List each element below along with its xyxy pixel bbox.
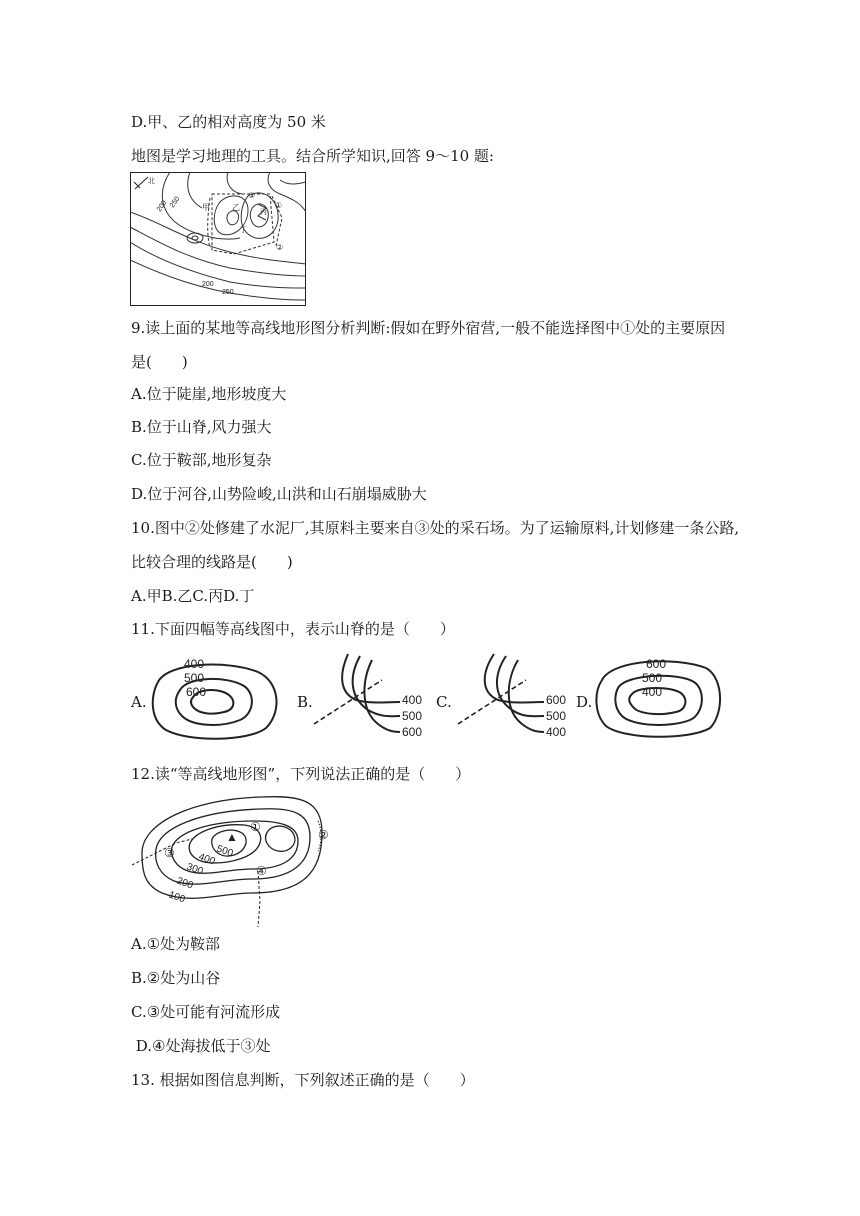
svg-text:200: 200 [202, 281, 214, 288]
svg-text:500: 500 [214, 843, 235, 860]
svg-text:①: ① [250, 820, 261, 834]
svg-text:④: ④ [256, 864, 267, 878]
q11-figure-d [594, 652, 726, 742]
north-arrow-label: 北 [148, 178, 155, 185]
svg-text:③: ③ [248, 191, 256, 200]
option-d-q8: D.甲、乙的相对高度为 50 米 [131, 113, 326, 131]
svg-text:200: 200 [174, 875, 195, 892]
q9-option-a: A.位于陡崖,地形坡度大 [131, 385, 287, 403]
svg-text:600: 600 [646, 657, 667, 671]
peak-marker: ▲ [226, 830, 238, 844]
question-11: 11.下面四幅等高线图中，表示山脊的是（ ） [131, 620, 455, 638]
intro-text-q9-10: 地图是学习地理的工具。结合所学知识,回答 9～10 题: [131, 147, 494, 165]
svg-text:600: 600 [546, 693, 567, 707]
svg-text:250: 250 [222, 289, 234, 296]
svg-text:①: ① [275, 201, 283, 210]
svg-text:400: 400 [642, 685, 663, 699]
q9-option-b: B.位于山脊,风力强大 [131, 418, 272, 436]
question-9-cont: 是( ) [131, 353, 188, 371]
svg-text:400: 400 [546, 725, 567, 739]
q11-option-b-label: B. [297, 693, 313, 711]
svg-text:600: 600 [402, 725, 423, 739]
svg-text:100: 100 [166, 889, 187, 906]
q12-option-a: A.①处为鞍部 [131, 935, 221, 953]
svg-text:丁: 丁 [240, 227, 247, 234]
svg-text:甲: 甲 [202, 203, 210, 212]
svg-text:200: 200 [155, 199, 169, 214]
q12-option-b: B.②处为山谷 [131, 969, 221, 987]
q12-option-d: D.④处海拔低于③处 [131, 1037, 271, 1055]
svg-text:500: 500 [642, 671, 663, 685]
svg-text:③: ③ [164, 846, 175, 860]
q11-option-a-label: A. [131, 693, 147, 711]
svg-text:500: 500 [546, 709, 567, 723]
svg-text:400: 400 [196, 851, 217, 868]
svg-text:丙: 丙 [260, 209, 267, 216]
q11-figure-b [312, 652, 428, 744]
q9-option-d: D.位于河谷,山势险峻,山洪和山石崩塌威胁大 [131, 485, 427, 503]
svg-text:乙: 乙 [232, 203, 240, 212]
q10-options: A.甲B.乙C.丙D.丁 [131, 587, 255, 605]
q11-figure-c [452, 652, 570, 744]
q11-figure-a [148, 652, 284, 744]
svg-text:250: 250 [168, 195, 182, 210]
q11-option-d-label: D. [576, 693, 593, 711]
q9-option-c: C.位于鞍部,地形复杂 [131, 451, 272, 469]
question-10: 10.图中②处修建了水泥厂,其原料主要来自③处的采石场。为了运输原料,计划修建一条公路, [131, 519, 740, 537]
svg-text:400: 400 [402, 693, 423, 707]
question-12: 12.读“等高线地形图”，下列说法正确的是（ ） [131, 765, 471, 783]
question-10-cont: 比较合理的线路是( ) [131, 553, 293, 571]
question-9: 9.读上面的某地等高线地形图分析判断:假如在野外宿营,一般不能选择图中①处的主要原因 [131, 319, 726, 337]
q12-option-c: C.③处可能有河流形成 [131, 1003, 281, 1021]
svg-text:400: 400 [184, 657, 205, 671]
svg-text:500: 500 [184, 671, 205, 685]
svg-text:300: 300 [184, 861, 205, 878]
svg-text:②: ② [276, 243, 284, 252]
question-13: 13. 根据如图信息判断，下列叙述正确的是（ ） [131, 1071, 475, 1089]
svg-text:②: ② [318, 828, 329, 842]
svg-text:600: 600 [186, 685, 207, 699]
contour-map-q12 [132, 793, 342, 928]
q11-option-c-label: C. [436, 693, 452, 711]
contour-map-q9-10 [130, 172, 306, 306]
svg-text:500: 500 [402, 709, 423, 723]
